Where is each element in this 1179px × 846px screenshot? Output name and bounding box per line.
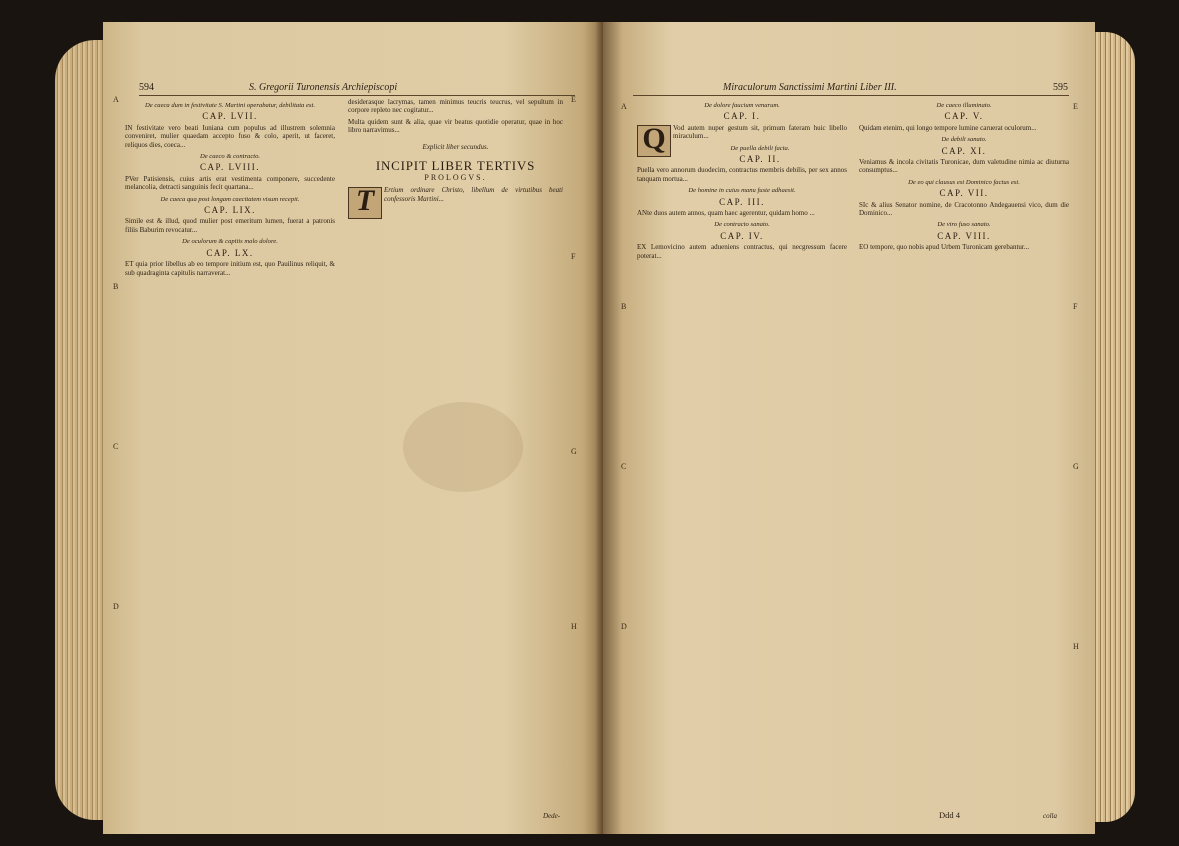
explicit-line: Explicit liber secundus.: [422, 142, 489, 151]
signature-mark: Ddd 4: [939, 810, 961, 820]
chapter-title: De puella debili facta.: [730, 144, 790, 152]
margin-letter: E: [1073, 102, 1078, 111]
chapter-text: Q Vod autem nuper gestum sit, primum fateram huic libello miraculum...: [637, 124, 847, 141]
margin-letter: F: [571, 252, 576, 261]
right-running-title: Miraculorum Sanctissimi Martini Liber III.: [723, 82, 897, 93]
catchword: Dede-: [543, 812, 561, 820]
header-rule: [633, 95, 1069, 96]
margin-letter: B: [621, 302, 627, 311]
chapter-title: De oculorum & capitis malo dolore.: [182, 238, 278, 246]
margin-letter: H: [1073, 642, 1079, 651]
margin-letter: C: [113, 442, 119, 451]
margin-letter: A: [113, 95, 119, 104]
right-column-2: [859, 98, 1069, 818]
chapter-text: Puella vero annorum duodecim, contractus membris debilis, per sex annos tanquam mortua...: [637, 166, 847, 183]
catchword: colla: [1043, 812, 1057, 820]
prologue-text: T Ertium ordinare Christo, libellum de virtutibus beati confessoris Martini...: [348, 186, 563, 203]
right-page: [603, 22, 1095, 834]
chapter-heading: CAP. XI.: [941, 145, 987, 156]
margin-letter: C: [621, 462, 627, 471]
left-page-number: 594: [139, 82, 154, 93]
chapter-title: De viro fuso sanato.: [937, 221, 991, 229]
margin-letter: H: [571, 622, 577, 631]
left-running-title: S. Gregorii Turonensis Archiepiscopi: [249, 82, 398, 93]
margin-letter: D: [621, 622, 627, 631]
chapter-text: SIc & alius Senator nomine, de Cracotonno Andegauensi vico, dum die Dominico...: [859, 200, 1069, 218]
chapter-heading: CAP. IV.: [720, 230, 764, 241]
chapter-heading: CAP. LIX.: [204, 205, 256, 216]
chapter-title: De caeca dum in festivitate S. Martini operabatur, debilitata est.: [145, 102, 315, 109]
chapter-title: De eo qui clausus est Dominico factus est.: [908, 178, 1020, 186]
right-page-number: 595: [1053, 82, 1068, 93]
chapter-title: De caeco illuminato.: [936, 102, 992, 109]
ornamental-initial: Q: [637, 125, 671, 157]
chapter-title: De contracto sanato.: [714, 221, 770, 229]
margin-letter: G: [1073, 462, 1079, 471]
open-book: [55, 22, 1135, 834]
prologus-heading: PROLOGVS.: [424, 173, 487, 183]
chapter-text: ET quia prior libellus ab eo tempore initium est, quo Pauilinus reliquit, & sub quadraginta capitulis narraverat...: [125, 260, 335, 277]
chapter-heading: CAP. LX.: [206, 247, 254, 258]
chapter-text: EO tempore, quo nobis apud Urbem Turonicam gerebantur...: [859, 243, 1030, 252]
margin-letter: G: [571, 447, 577, 456]
margin-letter: A: [621, 102, 627, 111]
chapter-text: Simile est & illud, quod mulier post emeritum lumen, fuerat a patronis filiis Baburim revocatur...: [125, 217, 335, 234]
right-column-1: [637, 98, 847, 818]
right-page-edges: [1093, 32, 1135, 822]
left-column-2: [348, 98, 563, 798]
chapter-heading: CAP. II.: [739, 154, 781, 165]
chapter-heading: CAP. III.: [719, 196, 765, 207]
chapter-text: EX Lemovicino autem adueniens contractus, qui necgressum facere poterat...: [637, 243, 847, 260]
chapter-title: De caeca qua post longam caecitatem visum recepit.: [160, 195, 300, 203]
chapter-text: Quidam etenim, qui longo tempore lumine caruerat oculorum...: [859, 123, 1037, 132]
chapter-text: Multa quidem sunt & alia, quae vir beatus quotidie operatur, quae in hoc libro narravimus...: [348, 117, 563, 135]
chapter-title: De debili sanato.: [941, 136, 987, 144]
left-page: [103, 22, 603, 834]
chapter-title: De dolore faucium venarum.: [704, 102, 780, 109]
chapter-text: Veniamus & incola civitatis Turonicae, dum valetudine nimia ac diuturna consumptus...: [859, 158, 1069, 175]
chapter-text: ANte duos autem annos, quam haec agerentur, quidam homo ...: [637, 209, 815, 218]
book-three-title: INCIPIT LIBER TERTIVS: [375, 158, 536, 174]
chapter-text: desiderasque lacrymas, tamen minimus teucris teucrus, vel sepultum in corpore repleto nec cogitatur...: [348, 98, 563, 115]
margin-letter: F: [1073, 302, 1078, 311]
margin-letter: D: [113, 602, 119, 611]
chapter-title: De caeco & contracto.: [199, 153, 261, 161]
chapter-heading: CAP. VIII.: [937, 230, 991, 241]
ornamental-initial: T: [348, 187, 382, 219]
chapter-heading: CAP. LVII.: [202, 111, 258, 122]
margin-letter: B: [113, 282, 119, 291]
chapter-text: IN festivitate vero beati Iuniana cum populus ad illustrem solemnia conveniret, mulier quaedam accepto fuso & colo, aperit, ut faceret, reliquos dies, coeca...: [125, 123, 335, 149]
chapter-heading: CAP. LVIII.: [200, 162, 260, 173]
header-rule: [139, 95, 575, 96]
margin-letter: E: [571, 95, 576, 104]
left-column-1: [125, 98, 335, 808]
chapter-heading: CAP. VII.: [939, 188, 989, 199]
chapter-heading: CAP. V.: [944, 111, 984, 122]
chapter-title: De homine in cuius manu fuste adhaesit.: [688, 187, 796, 195]
chapter-heading: CAP. I.: [723, 111, 761, 122]
chapter-text: PVer Patisiensis, cuius artis erat vestimenta componere, succedente melancolia, detracti sanguinis fecit quartana...: [125, 174, 335, 192]
